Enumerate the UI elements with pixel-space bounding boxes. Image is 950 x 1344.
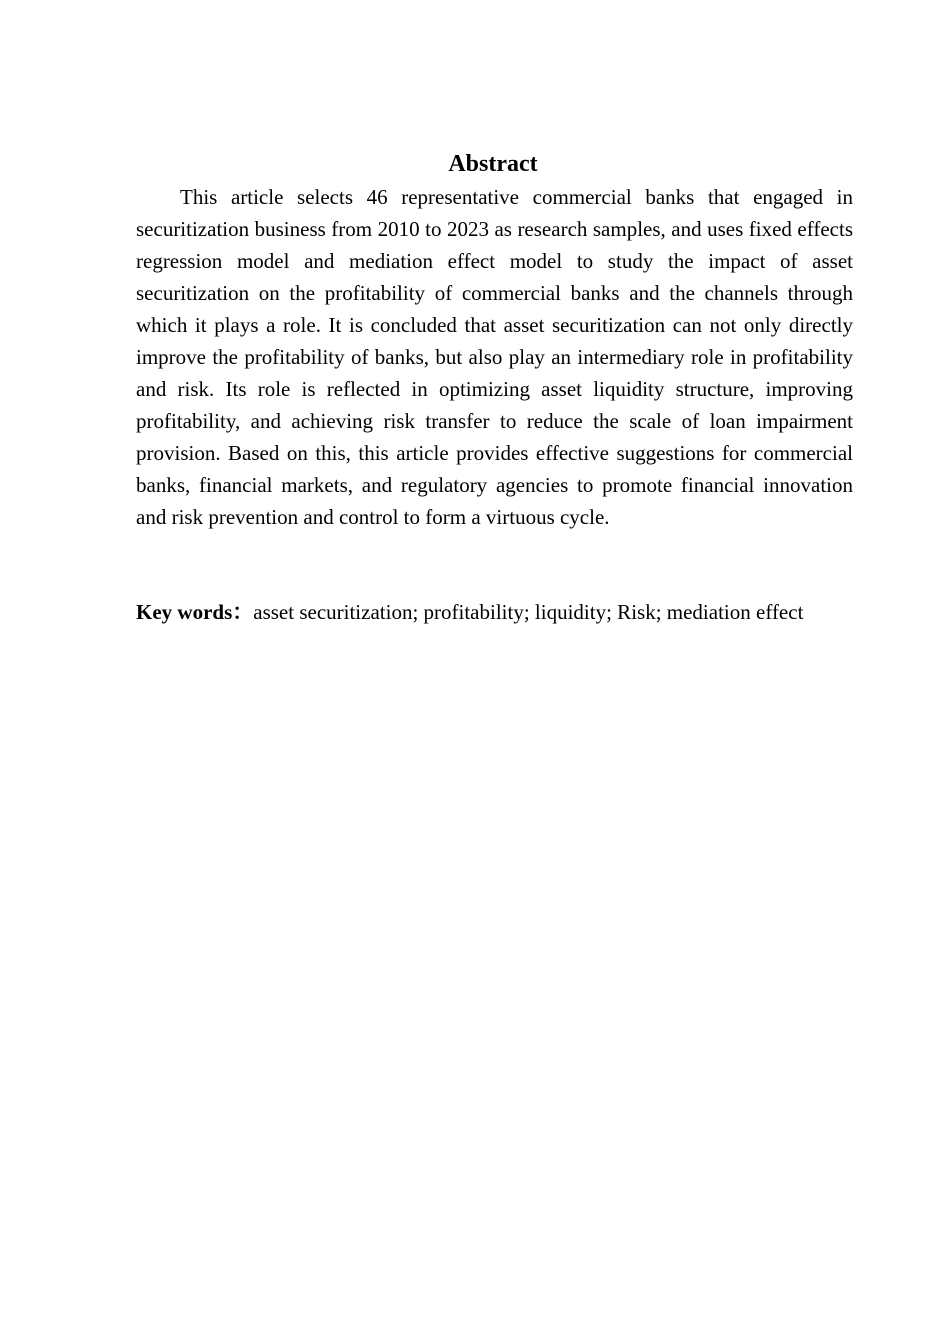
keywords-line (136, 596, 896, 628)
keywords-text: asset securitization; profitability; liquidity; Risk; mediation effect (253, 600, 804, 624)
keywords-label: Key words： (136, 600, 254, 624)
abstract-title: Abstract (448, 151, 538, 177)
abstract-paragraph: This article selects 46 representative commercial banks that engaged in securitization business from 2010 to 2023 as research samples, and uses fixed effects regression model and mediation effect model to study the impact of asset securitization on the profitability of commercial banks and the channels through which it plays a role. It is concluded that asset securitization can not only directly improve the profitability of banks, but also play an intermediary role in profitability and risk. Its role is reflected in optimizing asset liquidity structure, improving profitability, and achieving risk transfer to reduce the scale of loan impairment provision. Based on this, this article provides effective suggestions for commercial banks, financial markets, and regulatory agencies to promote financial innovation and risk prevention and control to form a virtuous cycle. (136, 185, 853, 529)
